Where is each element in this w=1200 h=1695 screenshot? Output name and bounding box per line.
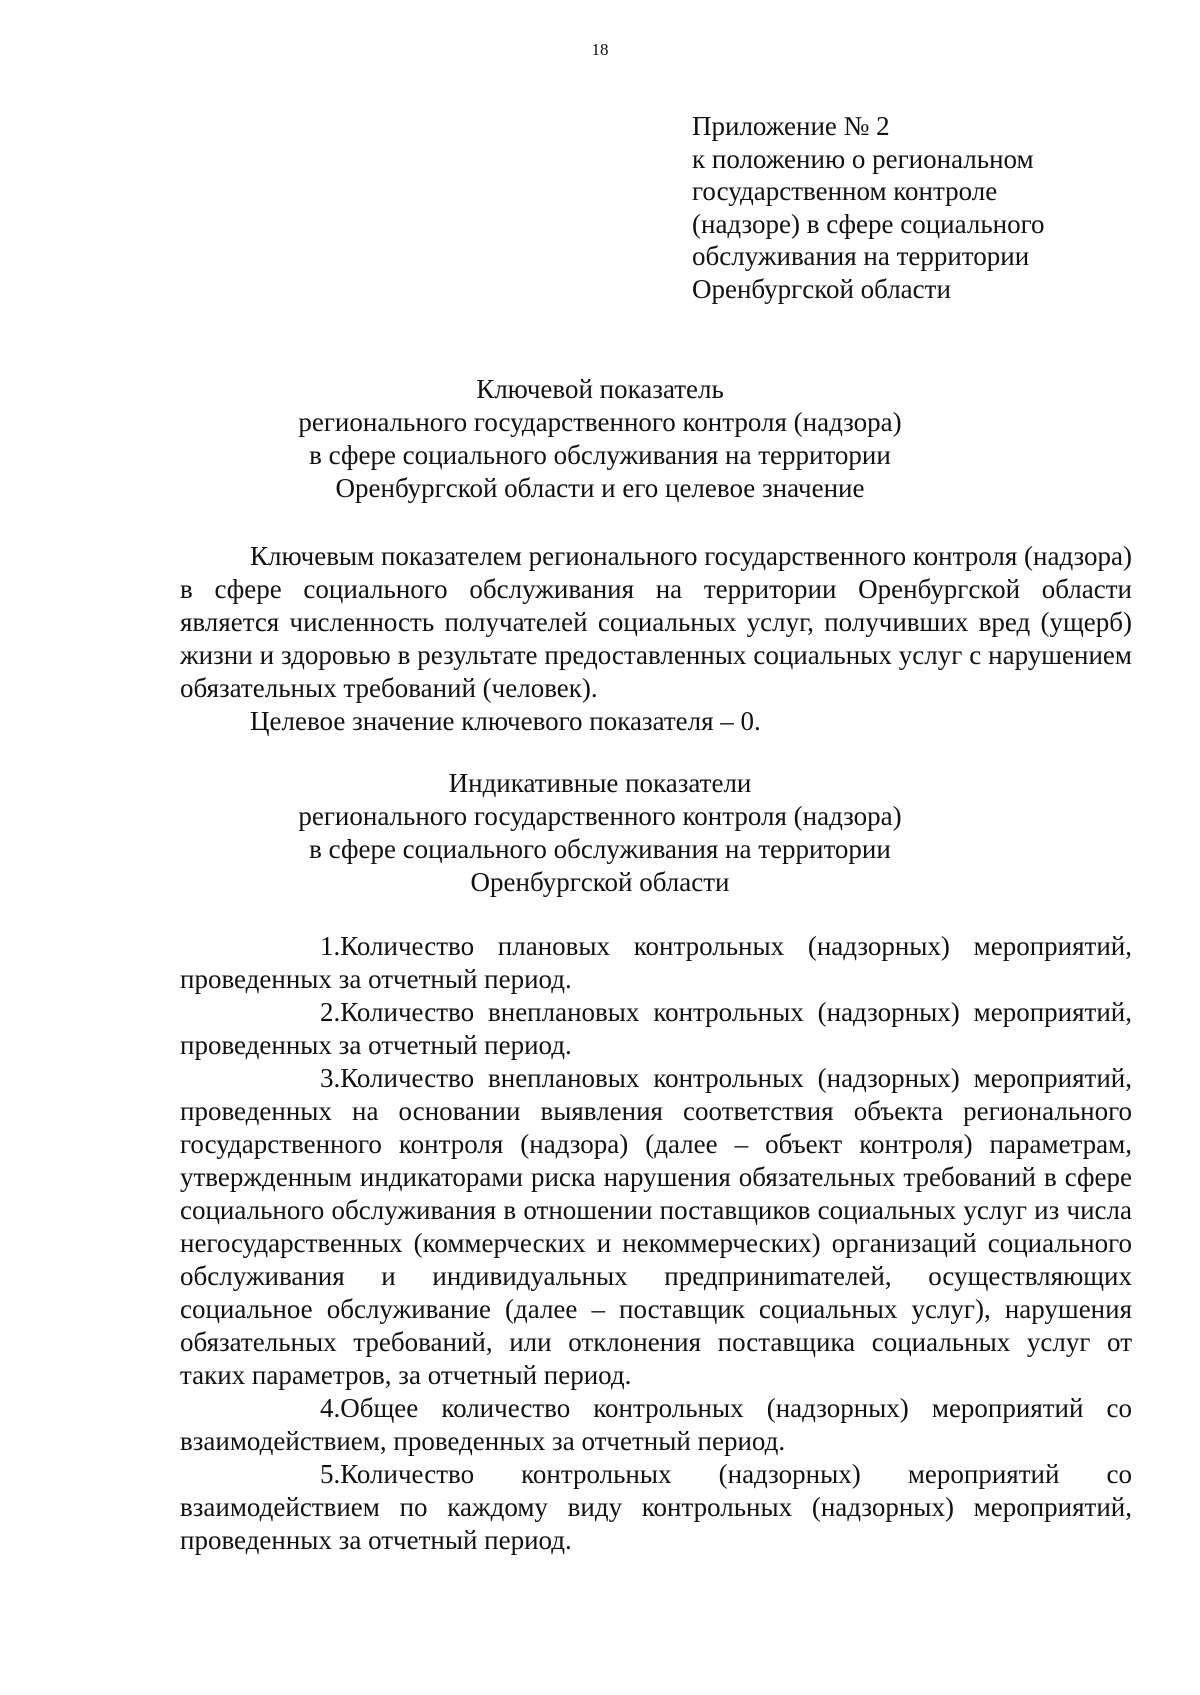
page-number: 18 <box>591 40 609 59</box>
list-item-text: Количество плановых контрольных (надзорных) мероприятий, проведенных за отчетный период. <box>180 931 1132 994</box>
appendix-line: обслуживания на территории <box>692 241 1030 271</box>
list-item-text: Количество внеплановых контрольных (надзорных) мероприятий, проведенных на основании выявления соответствия объекта регионального государственного контроля (надзора) (далее – объект контроля) параметрам, утвержденным индикаторами риска нарушения обязательных требований в сфере социального обслуживания в отношении поставщиков социальных услуг из числа негосударственных (коммерческих и некоммерческих) организаций социального обслуживания и индивидуальных предприниmателей, осуществляющих социальное обслуживание (далее – поставщик социальных услуг), нарушения обязательных требований, или отклонения поставщика социальных услуг от таких параметров, за отчетный период. <box>180 1063 1132 1390</box>
heading-line: Индикативные показатели <box>448 768 752 798</box>
target-value-paragraph: Целевое значение ключевого показателя – 0. <box>250 706 761 736</box>
heading-line: в сфере социального обслуживания на территории <box>309 834 891 864</box>
list-item-number: 5. <box>320 1459 341 1489</box>
indicative-list <box>180 930 1132 1557</box>
list-item-text: Общее количество контрольных (надзорных) мероприятий со взаимодействием, проведенных за отчетный период. <box>180 1393 1132 1456</box>
list-item <box>180 1458 1132 1557</box>
appendix-note <box>692 110 1162 305</box>
appendix-line: (надзоре) в сфере социального <box>692 208 1045 239</box>
list-item <box>180 1392 1132 1458</box>
list-item-number: 3. <box>320 1063 341 1093</box>
list-item <box>180 930 1132 996</box>
appendix-line: Приложение № 2 <box>692 111 890 141</box>
indicative-heading <box>0 767 1200 899</box>
list-item <box>180 996 1132 1062</box>
list-item-number: 2. <box>320 997 341 1027</box>
appendix-line: Оренбургской области <box>692 273 951 304</box>
heading-line: регионального государственного контроля (надзора) <box>298 801 902 831</box>
heading-line: Ключевой показатель <box>476 374 724 404</box>
list-item-text: Количество контрольных (надзорных) мероприятий со взаимодействием по каждому виду контрольных (надзорных) мероприятий, проведенных за отчетный период. <box>180 1459 1132 1555</box>
appendix-line: к положению о региональном <box>692 143 1034 174</box>
heading-line: Оренбургской области <box>470 867 730 897</box>
list-item <box>180 1062 1132 1392</box>
heading-line: регионального государственного контроля (надзора) <box>298 407 902 437</box>
key-indicator-body <box>180 540 1132 738</box>
appendix-line: государственном контроле <box>692 176 998 206</box>
heading-line: в сфере социального обслуживания на территории <box>309 440 891 470</box>
list-item-number: 4. <box>320 1393 341 1423</box>
heading-line: Оренбургской области и его целевое значение <box>335 473 865 503</box>
list-item-text: Количество внеплановых контрольных (надзорных) мероприятий, проведенных за отчетный период. <box>180 997 1132 1060</box>
key-indicator-paragraph: Ключевым показателем регионального государственного контроля (надзора) в сфере социального обслуживания на территории Оренбургской области является численность получателей социальных услуг, получивших вред (ущерб) жизни и здоровью в результате предоставленных социальных услуг с нарушением обязательных требований (человек). <box>180 541 1132 703</box>
key-indicator-heading <box>0 373 1200 505</box>
list-item-number: 1. <box>320 931 341 961</box>
